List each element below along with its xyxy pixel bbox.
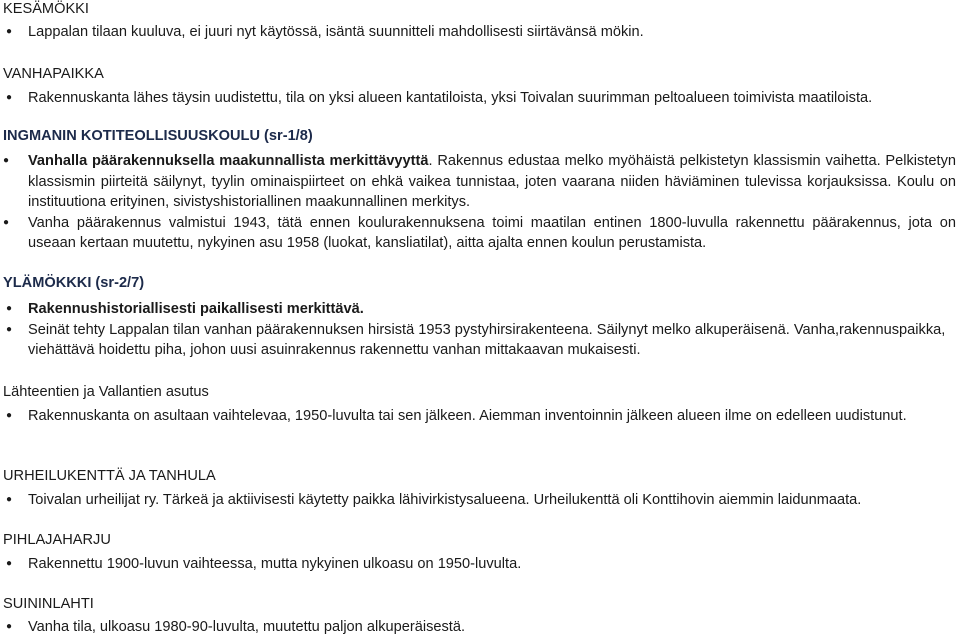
bullet-icon: ● bbox=[5, 494, 13, 505]
bullet-list bbox=[3, 406, 956, 427]
section-vanhapaikka bbox=[3, 65, 956, 109]
item-bold-text: Vanhalla päärakennuksella maakunnallista merkittävyyttä bbox=[28, 153, 429, 169]
bullet-list bbox=[3, 88, 956, 109]
bullet-list bbox=[3, 490, 956, 511]
bullet-icon: ● bbox=[5, 558, 13, 569]
list-item bbox=[3, 88, 956, 109]
item-text: Vanha tila, ulkoasu 1980-90-luvulta, muutettu paljon alkuperäisestä. bbox=[28, 619, 466, 635]
list-item bbox=[3, 22, 956, 43]
bullet-icon: ● bbox=[5, 323, 13, 335]
section-heading: URHEILUKENTTÄ JA TANHULA bbox=[3, 468, 216, 484]
bullet-list bbox=[3, 554, 956, 575]
section-heading: Lähteentien ja Vallantien asutus bbox=[3, 384, 209, 400]
list-item bbox=[3, 490, 956, 511]
bullet-list bbox=[3, 22, 956, 43]
bullet-icon: ● bbox=[5, 92, 13, 103]
list-item bbox=[3, 617, 956, 638]
list-item bbox=[3, 213, 956, 254]
item-text: Rakennettu 1900-luvun vaihteessa, mutta nykyinen ulkoasu on 1950-luvulta. bbox=[28, 556, 522, 572]
bullet-list bbox=[3, 299, 956, 361]
item-text: Lappalan tilaan kuuluva, ei juuri nyt käytössä, isäntä suunnitteli mahdollisesti siirtävänsä mökin. bbox=[28, 24, 644, 40]
bullet-list bbox=[3, 617, 956, 638]
section-heading: VANHAPAIKKA bbox=[3, 66, 104, 82]
bullet-icon: ● bbox=[3, 155, 10, 166]
list-item bbox=[3, 299, 956, 320]
bullet-list bbox=[3, 151, 956, 254]
bullet-icon: ● bbox=[5, 621, 13, 632]
section-heading: PIHLAJAHARJU bbox=[3, 532, 111, 548]
section-heading: YLÄMÖKKKI (sr-2/7) bbox=[3, 275, 145, 291]
bullet-icon: ● bbox=[3, 216, 10, 228]
item-text: Rakennuskanta lähes täysin uudistettu, tila on yksi alueen kantatiloista, yksi Toivalan suurimman peltoalueen toimivista maatiloista. bbox=[28, 90, 873, 106]
section-pihlajaharju bbox=[3, 531, 956, 575]
list-item bbox=[3, 151, 956, 213]
bullet-icon: ● bbox=[5, 26, 13, 37]
item-text: . Rakennus edustaa melko myöhäistä pelkistetyn klassismin vaihetta. Pelkistetyn klassismin piirteitä säilynyt, tyylin ominaispiirteet on ehkä vaikea tunnistaa, joten vaarana niiden häviäminen tulevissa korjauksissa. Koulu on instituutiona erityinen, sivistyshistoriallinen maakunnallinen merkitys. bbox=[28, 153, 956, 210]
section-ylamokkki bbox=[3, 274, 956, 361]
item-text: Toivalan urheilijat ry. Tärkeä ja aktiivisesti käytetty paikka lähivirkistysalueena. Urheilukenttä oli Konttihovin aiemmin laidunmaata. bbox=[28, 492, 862, 508]
item-text: Vanha päärakennus valmistui 1943, tätä ennen koulurakennuksena toimi maatilan entinen 1800-luvulla rakennettu päärakennus, jota on useaan kertaan muutettu, nykyinen asu 1958 (luokat, kansliatilat), aitta ajalta ennen koulun perustamista. bbox=[28, 214, 956, 251]
section-suininlahti bbox=[3, 595, 956, 638]
section-ingmanin-kotiteollisuuskoulu bbox=[3, 127, 956, 254]
section-lahteentien-ja-vallantien-asutus bbox=[3, 383, 956, 427]
list-item bbox=[3, 554, 956, 575]
item-text: Rakennuskanta on asultaan vaihtelevaa, 1950-luvulta tai sen jälkeen. Aiemman inventoinnin jälkeen alueen ilme on edelleen uudistunut. bbox=[28, 408, 907, 424]
bullet-icon: ● bbox=[5, 410, 13, 421]
item-bold-text: Rakennushistoriallisesti paikallisesti merkittävä. bbox=[28, 301, 364, 317]
section-heading: INGMANIN KOTITEOLLISUUSKOULU (sr-1/8) bbox=[3, 128, 313, 144]
list-item bbox=[3, 406, 956, 427]
section-kesamokki bbox=[3, 0, 956, 43]
list-item bbox=[3, 320, 956, 361]
section-heading: KESÄMÖKKI bbox=[3, 1, 89, 17]
section-urheilukentta-ja-tanhula bbox=[3, 467, 956, 511]
bullet-icon: ● bbox=[5, 303, 13, 314]
section-heading: SUININLAHTI bbox=[3, 596, 94, 612]
item-text: Seinät tehty Lappalan tilan vanhan päärakennuksen hirsistä 1953 pystyhirsirakenteena. Säilynyt melko alkuperäisenä. Vanha,rakennuspaikka, viehättävä hoidettu piha, johon uusi asuinrakennus rakennettu vanhan mittakaavan mukaisesti. bbox=[28, 321, 946, 358]
